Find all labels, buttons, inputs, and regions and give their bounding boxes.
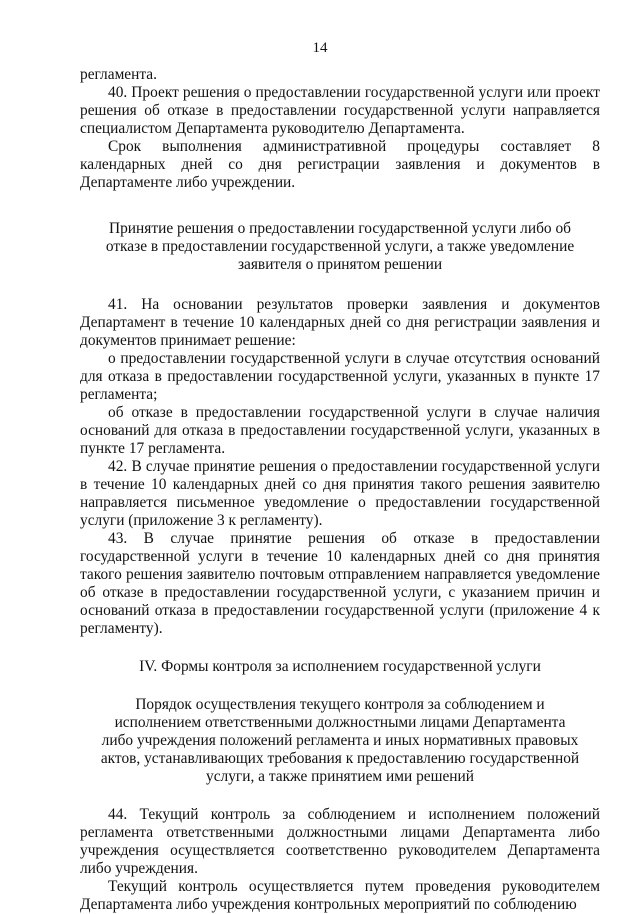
paragraph-43: 43. В случае принятие решения об отказе в предоставлении государственной услуги в течение 10 календарных дней со дня принятия такого решения заявителю почтовым отправлением направляется уведомление об отказе в предоставлении государственной услуги, с указанием причин и оснований отказа в предоставлении государственной услуги (приложение 4 к регламенту). [80, 530, 600, 637]
paragraph-current-control: Текущий контроль осуществляется путем проведения руководителем Департамента либо учреждения контрольных мероприятий по соблюдению [80, 878, 600, 913]
paragraph-40: 40. Проект решения о предоставлении государственной услуги или проект решения об отказе в предоставлении государственной услуги направляется специалистом Департамента руководителю Департамента. [80, 84, 600, 137]
section-heading-decision: Принятие решения о предоставлении государственной услуги либо об отказе в предоставлении государственной услуги, а также уведомление заявителя о принятом решении [105, 220, 575, 273]
page-content [80, 66, 600, 914]
paragraph-41: 41. На основании результатов проверки заявления и документов Департамент в течение 10 календарных дней со дня регистрации заявления и документов принимает решение: [80, 296, 600, 349]
paragraph-42: 42. В случае принятие решения о предоставлении государственной услуги в течение 10 календарных дней со дня принятия такого решения заявителю направляется письменное уведомление о предоставлении государственной услуги (приложение 3 к регламенту). [80, 458, 600, 529]
spacer [80, 676, 600, 696]
spacer [80, 786, 600, 806]
section-heading-control: Порядок осуществления текущего контроля за соблюдением и исполнением ответственными должностными лицами Департамента либо учреждения положений регламента и иных нормативных правовых актов, устанавливающих требования к предоставлению государственной услуги, а также принятием ими решений [100, 696, 580, 785]
paragraph-continuation: регламента. [80, 66, 157, 83]
paragraph-44: 44. Текущий контроль за соблюдением и исполнением положений регламента ответственными должностными лицами Департамента либо учреждения осуществляется соответственно руководителем Департамента либо учреждения. [80, 806, 600, 877]
paragraph-41-option-refuse: об отказе в предоставлении государственной услуги в случае наличия оснований для отказа в предоставлении государственной услуги, указанных в пункте 17 регламента. [80, 404, 600, 457]
spacer [80, 638, 600, 658]
chapter-heading-iv: IV. Формы контроля за исполнением государственной услуги [139, 658, 541, 675]
paragraph-41-option-grant: о предоставлении государственной услуги в случае отсутствия оснований для отказа в предоставлении государственной услуги, указанных в пункте 17 регламента; [80, 350, 600, 403]
spacer [80, 274, 600, 296]
paragraph-deadline: Срок выполнения административной процедуры составляет 8 календарных дней со дня регистрации заявления и документов в Департаменте либо учреждении. [80, 138, 600, 191]
spacer [80, 192, 600, 220]
page-number: 14 [312, 40, 328, 56]
